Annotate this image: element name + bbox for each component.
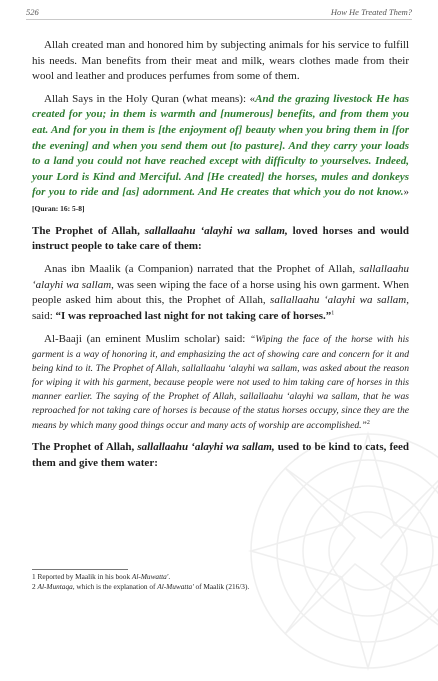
scholar-quote: “Wiping the face of the horse with his garment is a way of honoring it, and emphasizing the act of showing care and concern for it and being kind to it. The Prophet of Allah, sallallaahu ‘alayhi wa sallam, was asked about the reason for wiping it with his garment, because people were not used to him taking care of horses in this manner earlier. The saying of the Prophet of Allah, sallallaahu ‘alayhi wa sallam, that he was reproached for not taking care of horses is because of the status horses occupy, since they are the means by which many good things occur and many acts of worship are accomplished.”	[32, 334, 409, 431]
footnote-ref-1[interactable]: 1	[331, 310, 335, 317]
heading-salawat: sallallaahu ‘alayhi wa sallam,	[137, 440, 275, 453]
section-heading-horses	[32, 224, 409, 255]
footnote-text: , which is the explanation of	[72, 581, 158, 591]
book-title: Al-Muwatta'	[131, 572, 169, 581]
footnote-ref-2[interactable]: 2	[366, 419, 370, 426]
page-body	[32, 38, 409, 478]
salawat: sallallaahu ‘alayhi wa sallam	[32, 262, 409, 291]
narration-text: , was seen wiping the face of a horse using his own garment. When people asked him about this, the Prophet of Allah,	[32, 278, 409, 307]
quran-citation: [Quran: 16: 5-8]	[32, 204, 85, 214]
hadith-quote: “I was reproached last night for not taking care of horses.”	[55, 309, 332, 322]
page-number: 526	[26, 7, 39, 17]
heading-text: The Prophet of Allah,	[32, 224, 145, 237]
footnote-2	[32, 581, 250, 592]
footnote-text: 1 Reported by Maalik in his book	[32, 572, 132, 581]
footnote-text: of Maalik (216/3).	[193, 581, 250, 591]
paragraph-quran-quote	[32, 92, 409, 217]
running-header	[26, 5, 412, 20]
scholar-intro: Al-Baaji (an eminent Muslim scholar) said:	[44, 333, 251, 346]
paragraph-intro: Allah created man and honored him by subjecting animals for his service to fulfill his needs. Man benefits from their meat and milk, wears clothes made from their wool and leather and produces perfumes from some of them.	[32, 39, 409, 83]
salawat: sallallaahu ‘alayhi wa sallam	[270, 294, 407, 307]
narration-text: , said:	[32, 294, 409, 322]
footnotes	[32, 569, 250, 592]
quran-verse: And the grazing livestock He has created for you; in them is warmth and [numerous] benefits, and from them you eat. And for you in them is [the enjoyment of] beauty when you bring them in [for the evening] and when you send them out [to pasture]. And they carry your loads to a land you could not have reached except with difficulty to yourselves. Indeed, your Lord is Kind and Merciful. And [He created] the horses, mules and donkeys for you to ride and [as] adornment. And He creates that which you do not know.	[32, 92, 409, 199]
heading-salawat: sallallaahu ‘alayhi wa sallam,	[144, 224, 288, 237]
paragraph-al-baaji	[32, 331, 409, 433]
quote-close: »	[403, 186, 409, 199]
heading-text: The Prophet of Allah,	[32, 440, 138, 453]
section-heading-cats	[32, 440, 409, 471]
heading-text-end: loved horses and would instruct people to take care of them:	[32, 224, 409, 253]
paragraph-anas-narration	[32, 262, 409, 324]
footnote-text: .	[168, 572, 171, 581]
book-title: Al-Muwatta'	[157, 581, 194, 591]
running-title: How He Treated Them?	[330, 7, 412, 17]
heading-text-end: used to be kind to cats, feed them and give them water:	[32, 440, 409, 469]
quote-intro: Allah Says in the Holy Quran (what means): «	[44, 92, 256, 105]
narration-text: Anas ibn Maalik (a Companion) narrated that the Prophet of Allah,	[44, 262, 360, 275]
footnote-text: 2	[32, 581, 38, 591]
footnote-1	[32, 572, 171, 582]
book-title: Al-Muntaqa	[37, 581, 73, 591]
